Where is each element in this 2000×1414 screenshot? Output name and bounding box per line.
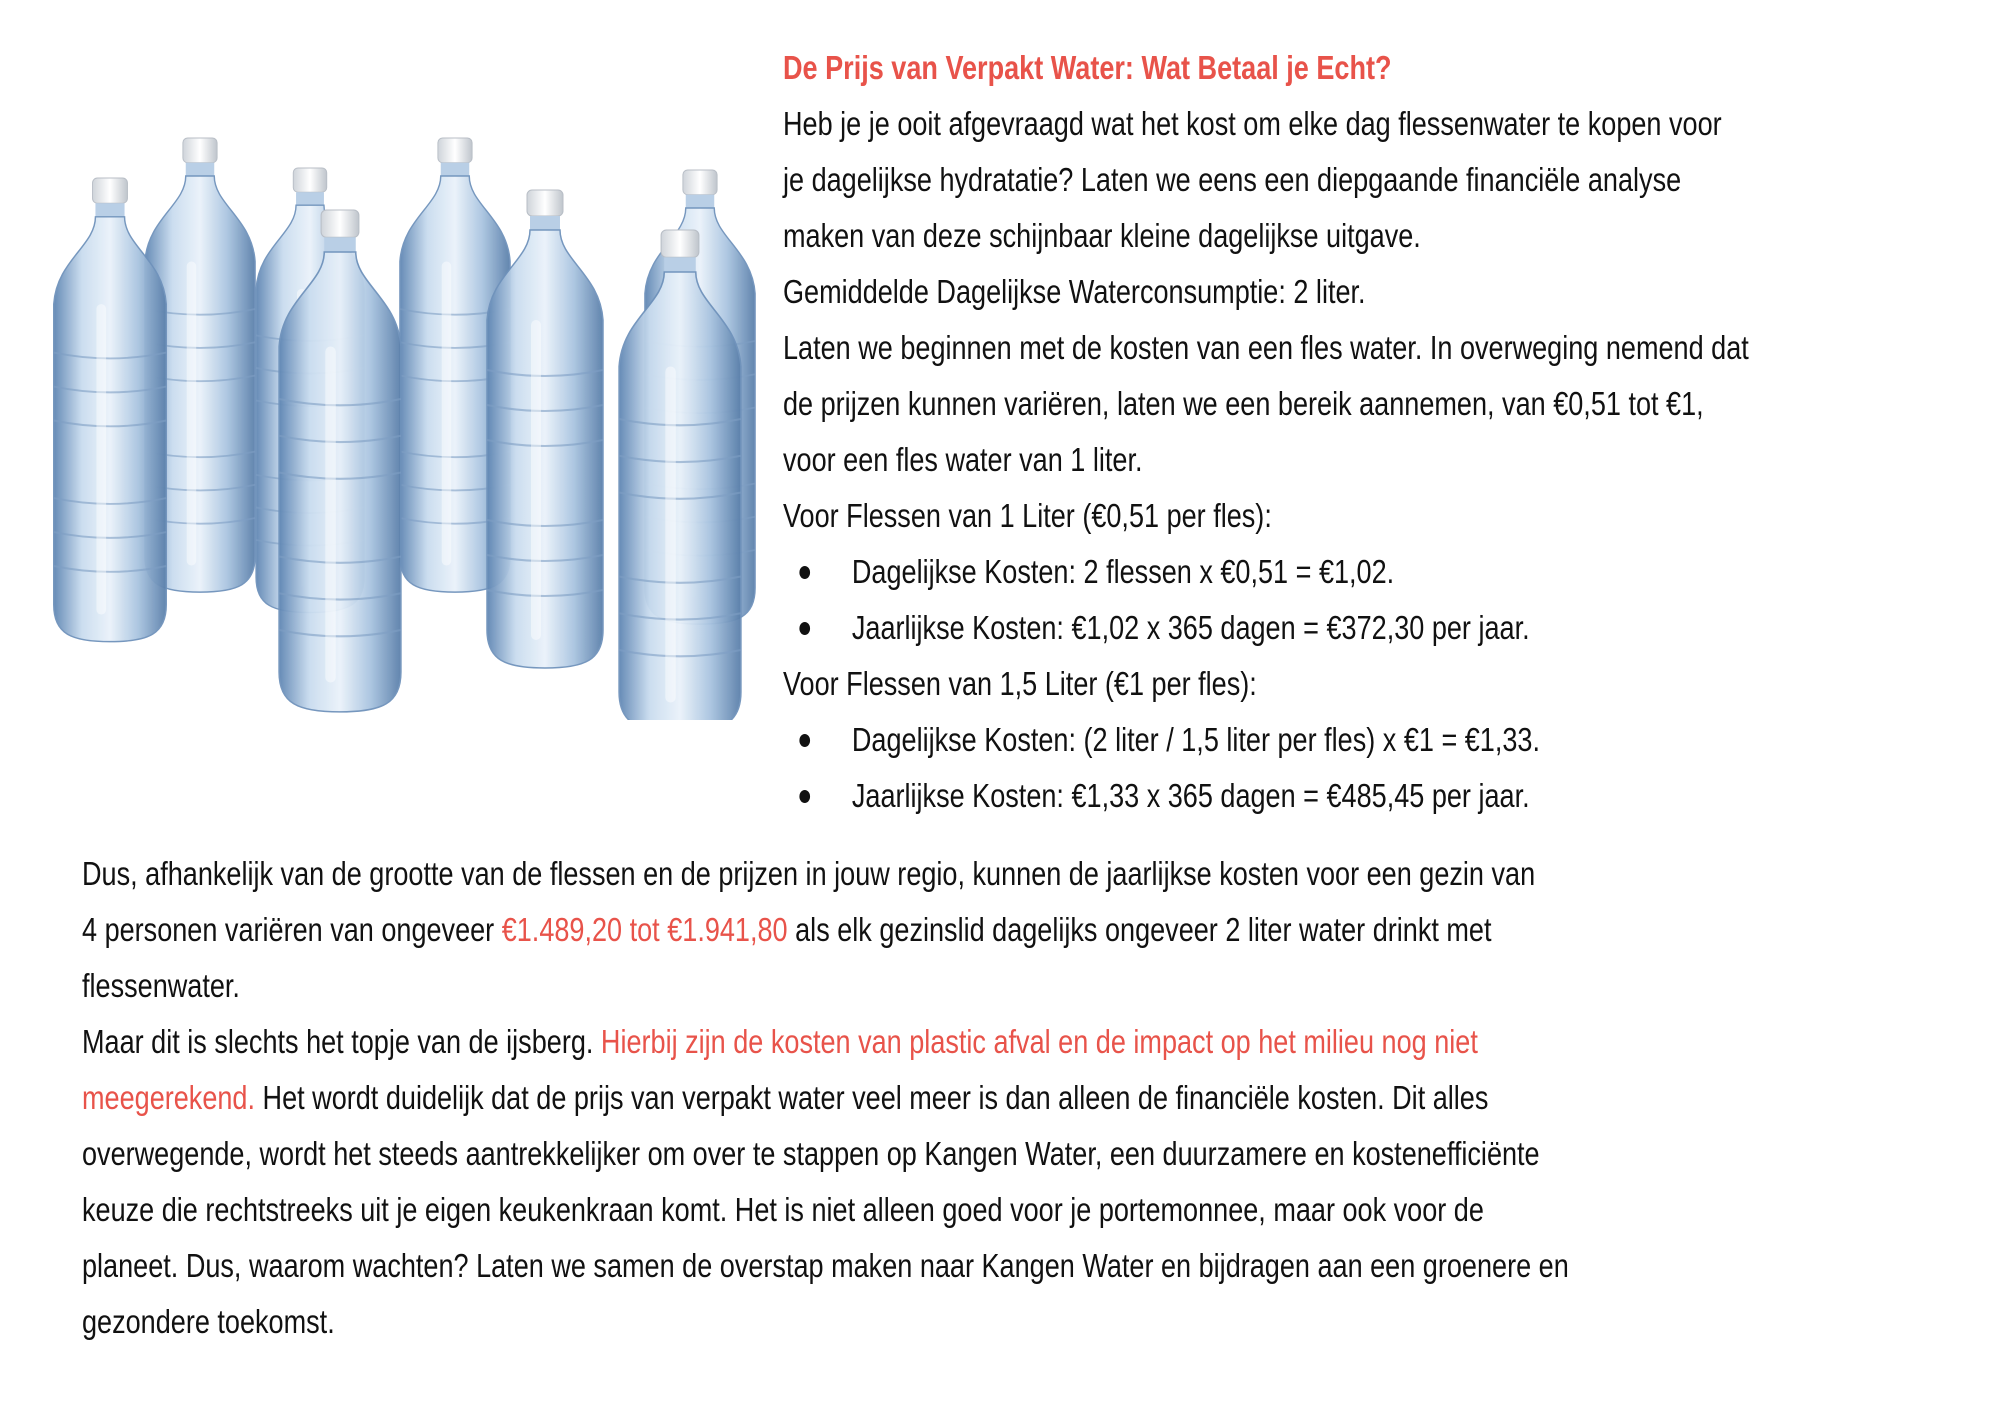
price-line: Laten we beginnen met de kosten van een fles water. In overweging nemend dat bbox=[783, 329, 1749, 366]
water-bottles-image bbox=[40, 120, 760, 720]
closing-line: planeet. Dus, waarom wachten? Laten we samen de overstap maken naar Kangen Water en bijdragen aan een groenere en bbox=[82, 1247, 1569, 1284]
environment-highlight: Hierbij zijn de kosten van plastic afval en de impact op het milieu nog niet bbox=[600, 1023, 1478, 1060]
conclusion-line bbox=[82, 902, 1886, 958]
article-title: De Prijs van Verpakt Water: Wat Betaal je Echt? bbox=[783, 49, 1392, 86]
conclusion-text: als elk gezinslid dagelijks ongeveer 2 liter water drinkt met bbox=[787, 911, 1492, 948]
section-1l-daily: Dagelijkse Kosten: 2 flessen x €0,51 = €1,02. bbox=[783, 544, 1767, 600]
closing-line: overwegende, wordt het steeds aantrekkelijker om over te stappen op Kangen Water, een duurzamere en kostenefficiënte bbox=[82, 1135, 1540, 1172]
conclusion-line: flessenwater. bbox=[82, 967, 240, 1004]
environment-highlight: meegerekend. bbox=[82, 1079, 256, 1116]
intro-line: je dagelijkse hydratatie? Laten we eens een diepgaande financiële analyse bbox=[783, 161, 1682, 198]
section-15l-heading: Voor Flessen van 1,5 Liter (€1 per fles): bbox=[783, 665, 1257, 702]
section-15l-list bbox=[783, 712, 1767, 824]
conclusion-line: Dus, afhankelijk van de grootte van de flessen en de prijzen in jouw regio, kunnen de jaarlijkse kosten voor een gezin van bbox=[82, 855, 1536, 892]
article-bottom-section bbox=[82, 846, 1886, 1350]
article-top-section bbox=[783, 40, 1767, 824]
closing-line bbox=[82, 1070, 1886, 1126]
conclusion-text: 4 personen variëren van ongeveer bbox=[82, 911, 502, 948]
section-1l-heading: Voor Flessen van 1 Liter (€0,51 per fles): bbox=[783, 497, 1272, 534]
section-1l-list bbox=[783, 544, 1767, 656]
section-15l-daily: Dagelijkse Kosten: (2 liter / 1,5 liter per fles) x €1 = €1,33. bbox=[783, 712, 1767, 768]
intro-line: maken van deze schijnbaar kleine dagelijkse uitgave. bbox=[783, 217, 1421, 254]
average-consumption: Gemiddelde Dagelijkse Waterconsumptie: 2 liter. bbox=[783, 273, 1366, 310]
closing-text: Het wordt duidelijk dat de prijs van verpakt water veel meer is dan alleen de financiële kosten. Dit alles bbox=[255, 1079, 1489, 1116]
closing-line: gezondere toekomst. bbox=[82, 1303, 335, 1340]
intro-line: Heb je je ooit afgevraagd wat het kost om elke dag flessenwater te kopen voor bbox=[783, 105, 1722, 142]
price-line: de prijzen kunnen variëren, laten we een bereik aannemen, van €0,51 tot €1, bbox=[783, 385, 1704, 422]
price-line: voor een fles water van 1 liter. bbox=[783, 441, 1143, 478]
closing-line bbox=[82, 1014, 1886, 1070]
section-1l-yearly: Jaarlijkse Kosten: €1,02 x 365 dagen = €372,30 per jaar. bbox=[783, 600, 1767, 656]
closing-text: Maar dit is slechts het topje van de ijsberg. bbox=[82, 1023, 601, 1060]
closing-line: keuze die rechtstreeks uit je eigen keukenkraan komt. Het is niet alleen goed voor je portemonnee, maar ook voor de bbox=[82, 1191, 1484, 1228]
cost-range-highlight: €1.489,20 tot €1.941,80 bbox=[501, 911, 788, 948]
section-15l-yearly: Jaarlijkse Kosten: €1,33 x 365 dagen = €485,45 per jaar. bbox=[783, 768, 1767, 824]
